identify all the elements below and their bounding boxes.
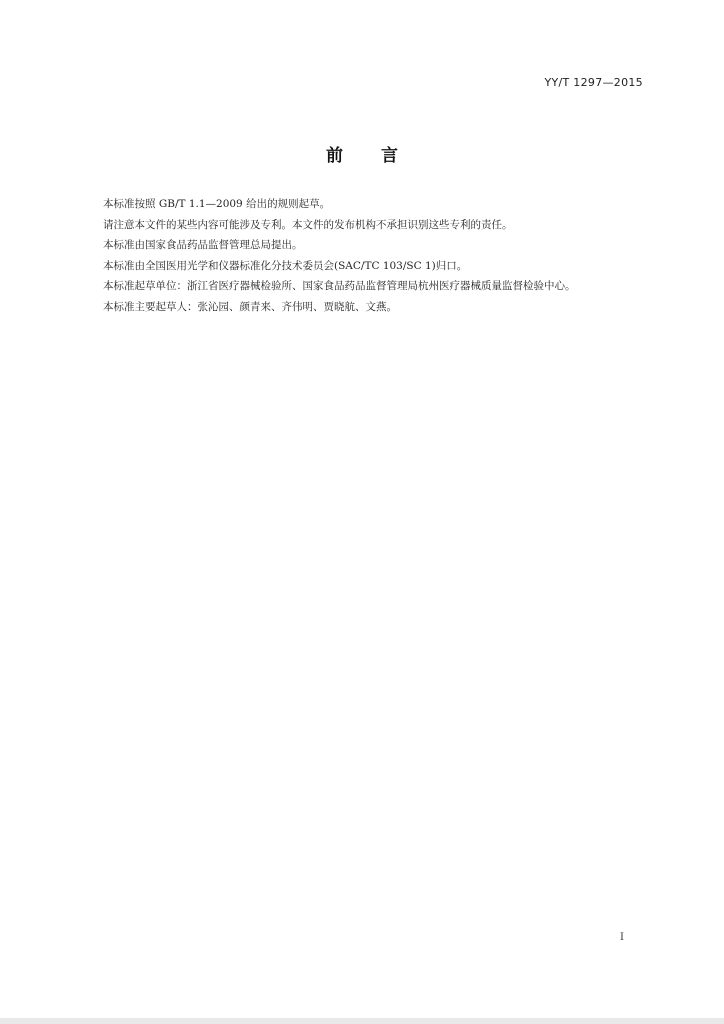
paragraph-patent-notice: 请注意本文件的某些内容可能涉及专利。本文件的发布机构不承担识别这些专利的责任。 <box>103 218 513 231</box>
paragraph-centralized-by: 本标准由全国医用光学和仪器标准化分技术委员会(SAC/TC 103/SC 1)归口。 <box>103 259 468 272</box>
foreword-body <box>82 194 644 317</box>
standard-code: YY/T 1297—2015 <box>544 76 643 89</box>
page-number: I <box>620 932 624 943</box>
paragraph-drafters: 本标准主要起草人：张沁园、颜青来、齐伟明、贾晓航、文燕。 <box>103 300 397 313</box>
paragraph-proposed-by: 本标准由国家食品药品监督管理总局提出。 <box>103 239 303 251</box>
page-title: 前言 <box>326 146 436 166</box>
page-bottom-edge <box>0 1018 724 1024</box>
paragraph-drafting-units: 本标准起草单位：浙江省医疗器械检验所、国家食品药品监督管理局杭州医疗器械质量监督检验中心。 <box>103 280 576 292</box>
paragraph-drafting-rules: 本标准按照 GB/T 1.1—2009 给出的规则起草。 <box>103 198 331 210</box>
